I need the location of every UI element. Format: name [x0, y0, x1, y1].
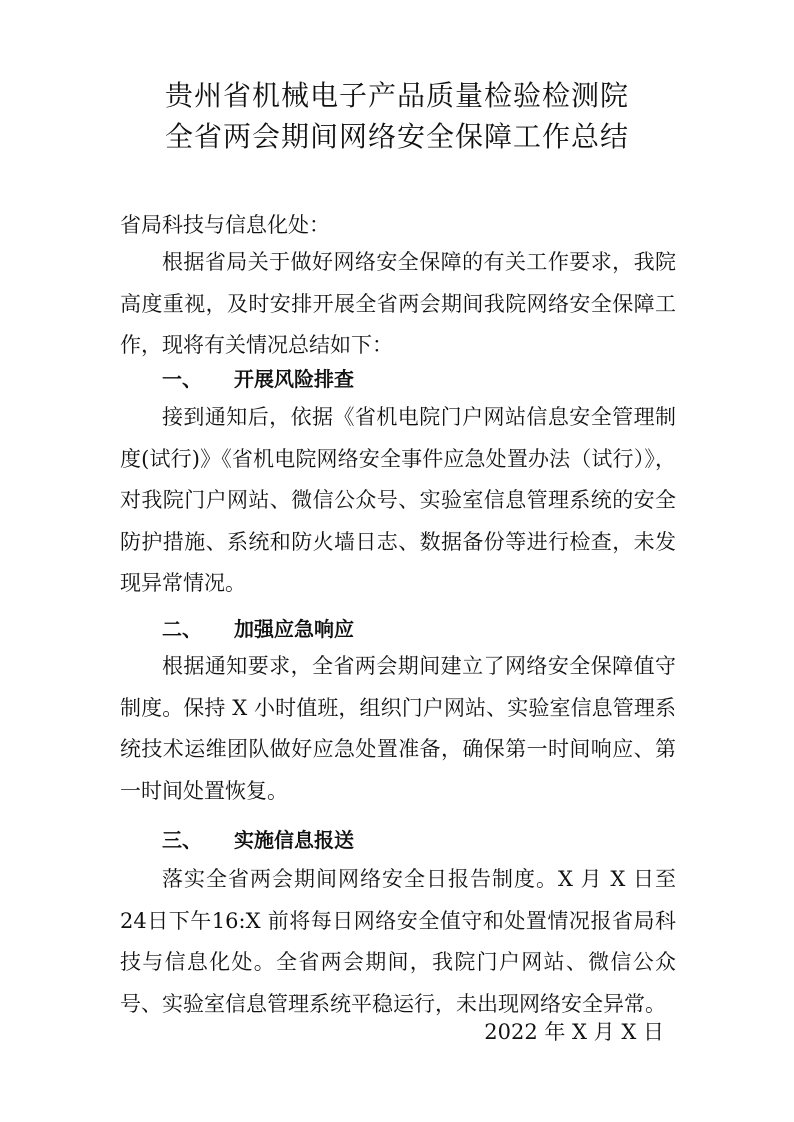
intro-paragraph: 根据省局关于做好网络安全保障的有关工作要求，我院高度重视，及时安排开展全省两会期间我院网络安全保障工作，现将有关情况总结如下： — [120, 250, 676, 357]
section-heading-2 — [162, 613, 354, 645]
section-number-1: 一、 — [162, 367, 202, 391]
section-heading-3 — [162, 824, 354, 856]
section-number-2: 二、 — [162, 617, 202, 641]
section-body-2: 根据通知要求，全省两会期间建立了网络安全保障值守制度。保持 X 小时值班，组织门户网站、实验室信息管理系统技术运维团队做好应急处置准备，确保第一时间响应、第一时间处置恢复。 — [120, 654, 676, 803]
document-date: 2022 年 X 月 X 日 — [484, 1020, 664, 1044]
section-heading-1 — [162, 363, 354, 395]
section-number-3: 三、 — [162, 828, 202, 852]
section-body-1: 接到通知后，依据《省机电院门户网站信息安全管理制度(试行)》《省机电院网络安全事件应急处置办法（试行）》，对我院门户网站、微信公众号、实验室信息管理系统的安全防护措施、系统和防火墙日志、数据备份等进行检查，未发现异常情况。 — [120, 405, 676, 595]
section-title-1: 开展风险排查 — [234, 367, 354, 391]
section-title-2: 加强应急响应 — [234, 617, 354, 641]
document-title-line2: 全省两会期间网络安全保障工作总结 — [164, 120, 629, 153]
document-title-line1: 贵州省机械电子产品质量检验检测院 — [164, 79, 629, 112]
section-body-3: 落实全省两会期间网络安全日报告制度。X 月 X 日至24日下午16:X 前将每日网络安全值守和处置情况报省局科技与信息化处。全省两会期间，我院门户网站、微信公众号、实验室信息管理系统平稳运行，未出现网络安全异常。 — [120, 867, 676, 1016]
salutation: 省局科技与信息化处： — [120, 213, 330, 237]
section-title-3: 实施信息报送 — [234, 828, 354, 852]
